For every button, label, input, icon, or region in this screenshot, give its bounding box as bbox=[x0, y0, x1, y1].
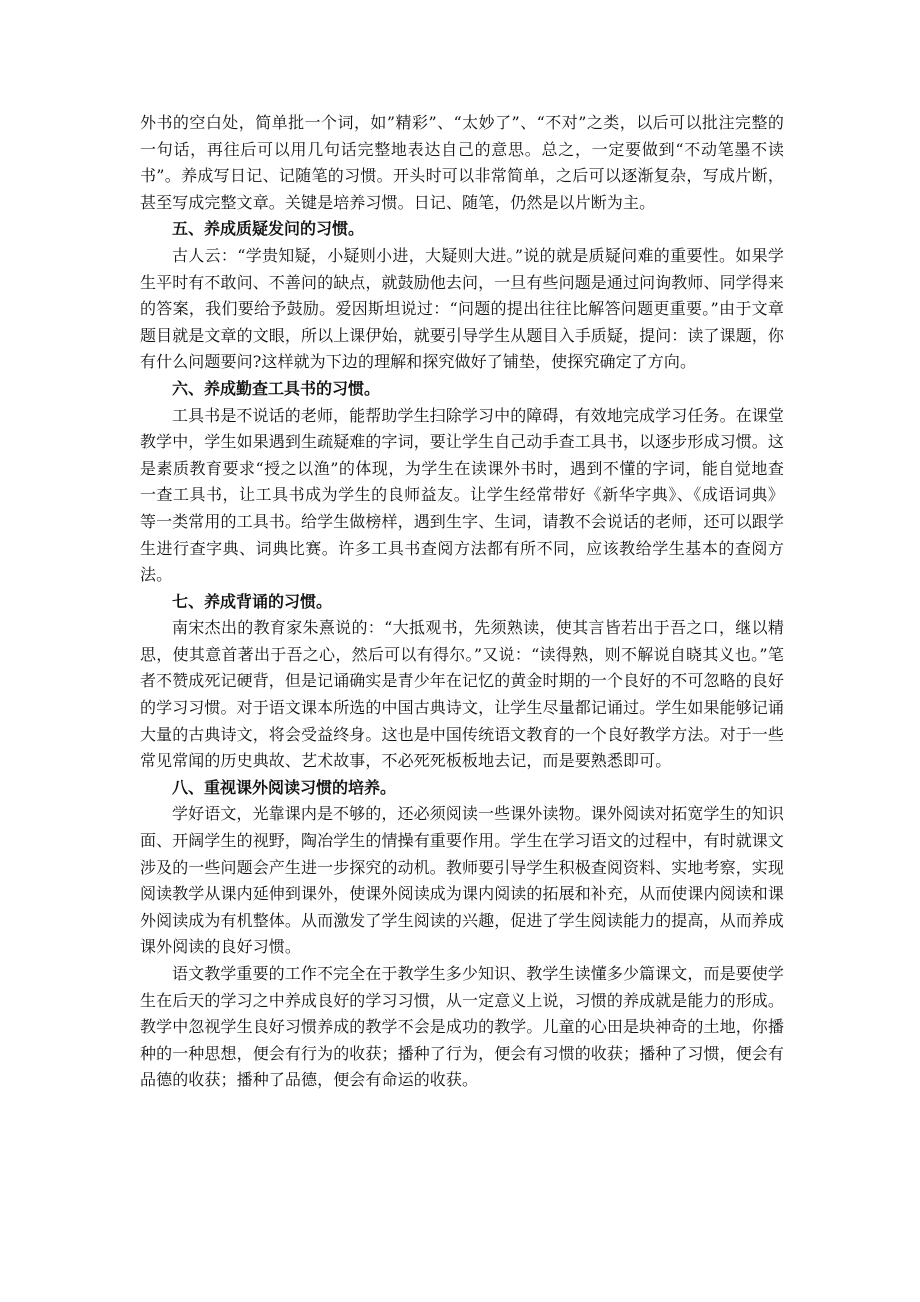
paragraph-extracurricular-reading: 学好语文，光靠课内是不够的，还必须阅读一些课外读物。课外阅读对拓宽学生的知识面、开阔学生的视野，陶冶学生的情操有重要作用。学生在学习语文的过程中，有时就课文涉及的一些问题会产生进一步探究的动机。教师要引导学生积极查阅资料、实地考察，实现阅读教学从课内延伸到课外，使课外阅读成为课内阅读的拓展和补充，从而使课内阅读和课外阅读成为有机整体。从而激发了学生阅读的兴趣，促进了学生阅读能力的提高，从而养成课外阅读的良好习惯。 bbox=[140, 804, 785, 957]
paragraph-reference-books: 工具书是不说话的老师，能帮助学生扫除学习中的障碍，有效地完成学习任务。在课堂教学中，学生如果遇到生疏疑难的字词，要让学生自己动手查工具书，以逐步形成习惯。这是素质教育要求“授之以渔”的体现，为学生在读课外书时，遇到不懂的字词，能自觉地查一查工具书，让工具书成为学生的良师益友。让学生经常带好《新华字典》、《成语词典》等一类常用的工具书。给学生做榜样，遇到生字、生词，请教不会说话的老师，还可以跟学生进行查字典、词典比赛。许多工具书查阅方法都有所不同，应该教给学生基本的查阅方法。 bbox=[140, 405, 785, 585]
paragraph-questioning: 古人云：“学贵知疑，小疑则小进，大疑则大进。”说的就是质疑问难的重要性。如果学生平时有不敢问、不善问的缺点，就鼓励他去问，一旦有些问题是通过问询教师、同学得来的答案，我们要给予鼓励。爱因斯坦说过：“问题的提出往往比解答问题更重要。”由于文章题目就是文章的文眼，所以上课伊始，就要引导学生从题目入手质疑，提问：读了课题，你有什么问题要问?这样就为下边的理解和探究做好了铺垫，使探究确定了方向。 bbox=[140, 245, 785, 372]
section-heading-6: 六、养成勤查工具书的习惯。 bbox=[172, 378, 381, 398]
section-heading-7: 七、养成背诵的习惯。 bbox=[172, 591, 333, 611]
paragraph-recitation: 南宋杰出的教育家朱熹说的：“大抵观书，先须熟读，使其言皆若出于吾之口，继以精思，使其意首著出于吾之心，然后可以有得尔。”又说：“读得熟，则不解说自晓其义也。”笔者不赞成死记硬背，但是记诵确实是青少年在记忆的黄金时期的一个良好的不可忽略的良好的学习习惯。对于语文课本所选的中国古典诗文，让学生尽量都记诵过。学生如果能够记诵大量的古典诗文，将会受益终身。这也是中国传统语文教育的一个良好教学方法。对于一些常见常闻的历史典故、艺术故事，不必死死板板地去记，而是要熟悉即可。 bbox=[140, 618, 785, 771]
paragraph-continued: 外书的空白处，简单批一个词，如”精彩”、“太妙了”、“不对”之类，以后可以批注完整的一句话，再往后可以用几句话完整地表达自己的意思。总之，一定要做到“不动笔墨不读书”。养成写日记、记随笔的习惯。开头时可以非常简单，之后可以逐渐复杂，写成片断，甚至写成完整文章。关键是培养习惯。日记、随笔，仍然是以片断为主。 bbox=[140, 113, 784, 212]
section-heading-8: 八、重视课外阅读习惯的培养。 bbox=[172, 777, 397, 797]
document-page bbox=[140, 110, 784, 1094]
paragraph-conclusion: 语文教学重要的工作不完全在于教学生多少知识、教学生读懂多少篇课文，而是要使学生在后天的学习之中养成良好的学习习惯，从一定意义上说，习惯的养成就是能力的形成。教学中忽视学生良好习惯养成的教学不会是成功的教学。儿童的心田是块神奇的土地，你播种的一种思想，便会有行为的收获；播种了行为，便会有习惯的收获；播种了习惯，便会有品德的收获；播种了品德，便会有命运的收获。 bbox=[140, 964, 785, 1090]
section-heading-5: 五、养成质疑发问的习惯。 bbox=[172, 219, 365, 239]
